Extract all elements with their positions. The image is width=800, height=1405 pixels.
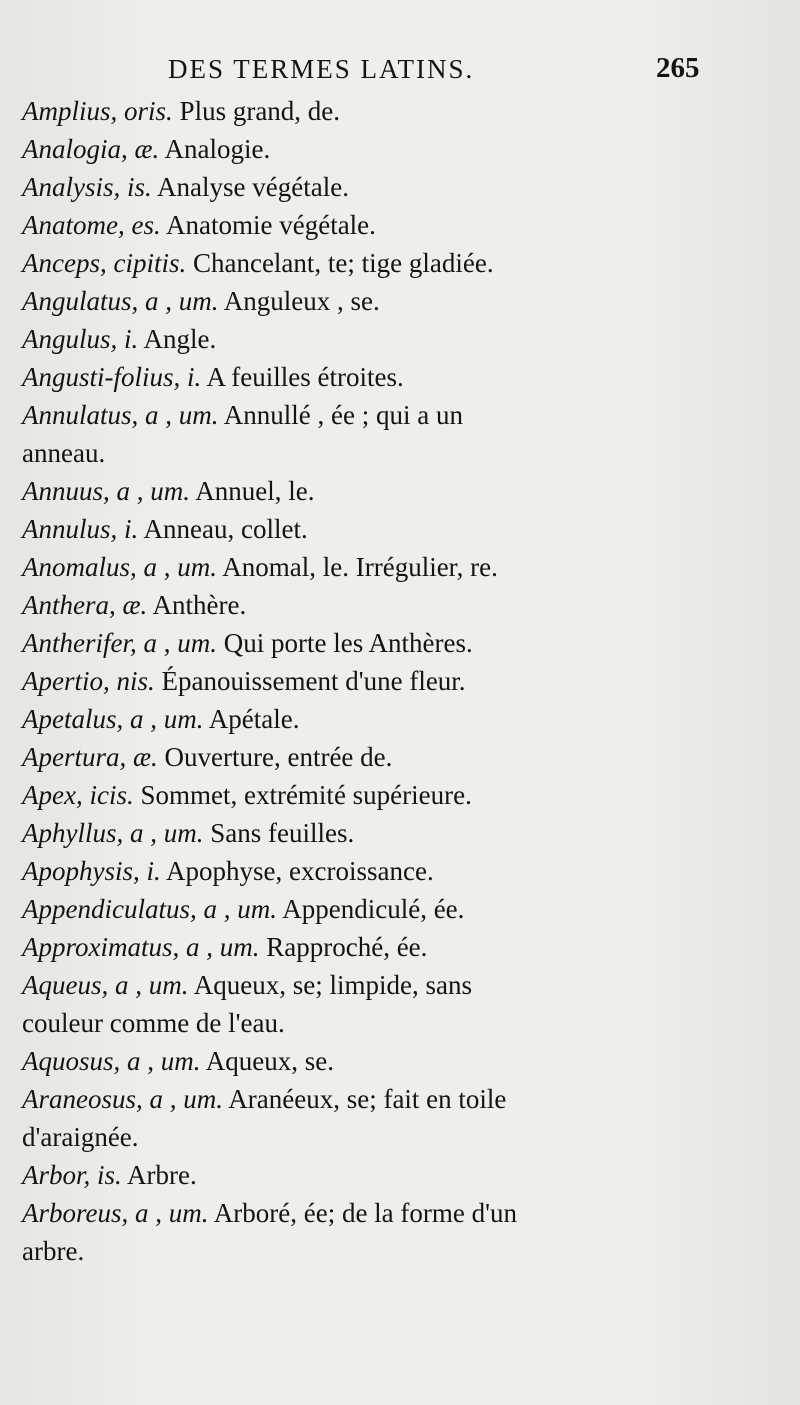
french-definition: Aranéeux, se; fait en toile (228, 1084, 507, 1114)
latin-term: Apertio (22, 666, 103, 696)
glossary-entries (22, 92, 722, 1270)
glossary-entry (22, 1042, 722, 1080)
grammatical-ending: , cipitis. (99, 248, 187, 278)
latin-term: Aphyllus (22, 818, 117, 848)
glossary-entry (22, 1156, 722, 1194)
grammatical-ending: , a , um. (121, 1198, 209, 1228)
grammatical-ending: , nis. (103, 666, 155, 696)
latin-term: Angusti-folius (22, 362, 174, 392)
french-definition: Sommet, extrémité supérieure. (140, 780, 472, 810)
glossary-entry (22, 890, 722, 928)
latin-term: Anomalus (22, 552, 130, 582)
french-definition: Anthère. (152, 590, 247, 620)
latin-term: Anatome (22, 210, 118, 240)
french-definition: Anomal, le. Irrégulier, re. (222, 552, 498, 582)
grammatical-ending: , is. (113, 172, 152, 202)
grammatical-ending: , æ. (119, 742, 158, 772)
grammatical-ending: , a , um. (136, 1084, 223, 1114)
french-definition: Annullé , ée ; qui a un (223, 400, 463, 430)
definition-continuation: anneau. (22, 438, 106, 468)
french-definition: Rapproché, ée. (266, 932, 428, 962)
glossary-entry (22, 966, 722, 1042)
french-definition: Aqueux, se; limpide, sans (193, 970, 472, 1000)
french-definition: Plus grand, de. (179, 96, 341, 126)
glossary-entry (22, 700, 722, 738)
latin-term: Approximatus (22, 932, 173, 962)
header-title: DES TERMES LATINS. (168, 54, 475, 84)
glossary-entry (22, 130, 722, 168)
french-definition: Analyse végétale. (157, 172, 349, 202)
french-definition: A feuilles étroites. (206, 362, 404, 392)
latin-term: Angulus (22, 324, 111, 354)
grammatical-ending: , oris. (110, 96, 173, 126)
grammatical-ending: , a , um. (189, 894, 277, 924)
latin-term: Appendiculatus (22, 894, 190, 924)
french-definition: Angle. (143, 324, 217, 354)
glossary-entry (22, 472, 722, 510)
glossary-entry (22, 852, 722, 890)
french-definition: Appendiculé, ée. (282, 894, 465, 924)
latin-term: Analogia (22, 134, 121, 164)
glossary-entry (22, 282, 722, 320)
grammatical-ending: , a , um. (116, 818, 204, 848)
latin-term: Apertura (22, 742, 120, 772)
latin-term: Annuus (22, 476, 103, 506)
latin-term: Apetalus (22, 704, 117, 734)
french-definition: Analogie. (164, 134, 271, 164)
glossary-entry (22, 1194, 722, 1270)
glossary-entry (22, 244, 722, 282)
french-definition: Anatomie végétale. (166, 210, 376, 240)
latin-term: Araneosus (22, 1084, 136, 1114)
glossary-entry (22, 396, 722, 472)
latin-term: Arboreus (22, 1198, 122, 1228)
glossary-entry (22, 358, 722, 396)
latin-term: Annulatus (22, 400, 132, 430)
glossary-entry (22, 206, 722, 244)
grammatical-ending: , a , um. (131, 400, 219, 430)
grammatical-ending: , a , um. (172, 932, 260, 962)
glossary-entry (22, 624, 722, 662)
latin-term: Apophysis (22, 856, 133, 886)
latin-term: Amplius (22, 96, 111, 126)
latin-term: Angulatus (22, 286, 132, 316)
grammatical-ending: , i. (110, 324, 139, 354)
french-definition: Chancelant, te; tige gladiée. (192, 248, 494, 278)
grammatical-ending: , æ. (109, 590, 148, 620)
grammatical-ending: , es. (117, 210, 161, 240)
french-definition: Apétale. (208, 704, 300, 734)
glossary-entry (22, 586, 722, 624)
latin-term: Annulus (22, 514, 111, 544)
glossary-entry (22, 1080, 722, 1156)
grammatical-ending: , is. (83, 1160, 122, 1190)
grammatical-ending: , a , um. (130, 552, 217, 582)
grammatical-ending: , a , um. (131, 286, 219, 316)
glossary-entry (22, 548, 722, 586)
grammatical-ending: , i. (173, 362, 202, 392)
grammatical-ending: , a , um. (116, 704, 204, 734)
glossary-entry (22, 776, 722, 814)
glossary-entry (22, 928, 722, 966)
french-definition: Arboré, ée; de la forme d'un (213, 1198, 518, 1228)
grammatical-ending: , a , um. (130, 628, 217, 658)
french-definition: Épanouissement d'une fleur. (161, 666, 466, 696)
definition-continuation: couleur comme de l'eau. (22, 1008, 285, 1038)
latin-term: Arbor (22, 1160, 84, 1190)
grammatical-ending: , a , um. (101, 970, 189, 1000)
definition-continuation: arbre. (22, 1236, 85, 1266)
french-definition: Ouverture, entrée de. (164, 742, 393, 772)
latin-term: Analysis (22, 172, 114, 202)
latin-term: Antherifer (22, 628, 130, 658)
grammatical-ending: , icis. (75, 780, 134, 810)
glossary-entry (22, 814, 722, 852)
french-definition: Anguleux , se. (223, 286, 380, 316)
page-number: 265 (656, 52, 700, 84)
grammatical-ending: , i. (133, 856, 161, 886)
french-definition: Apophyse, excroissance. (166, 856, 434, 886)
glossary-entry (22, 92, 722, 130)
french-definition: Qui porte les Anthères. (223, 628, 473, 658)
latin-term: Aqueus (22, 970, 102, 1000)
running-header (0, 48, 800, 92)
latin-term: Anceps (22, 248, 100, 278)
glossary-entry (22, 320, 722, 358)
definition-continuation: d'araignée. (22, 1122, 139, 1152)
french-definition: Anneau, collet. (143, 514, 308, 544)
french-definition: Annuel, le. (195, 476, 315, 506)
grammatical-ending: , a , um. (103, 476, 190, 506)
latin-term: Anthera (22, 590, 109, 620)
french-definition: Sans feuilles. (210, 818, 355, 848)
latin-term: Apex (22, 780, 76, 810)
glossary-entry (22, 168, 722, 206)
glossary-entry (22, 662, 722, 700)
glossary-entry (22, 738, 722, 776)
grammatical-ending: , a , um. (113, 1046, 201, 1076)
french-definition: Aqueux, se. (205, 1046, 335, 1076)
grammatical-ending: , i. (110, 514, 139, 544)
latin-term: Aquosus (22, 1046, 114, 1076)
grammatical-ending: , æ. (121, 134, 160, 164)
glossary-entry (22, 510, 722, 548)
french-definition: Arbre. (127, 1160, 197, 1190)
